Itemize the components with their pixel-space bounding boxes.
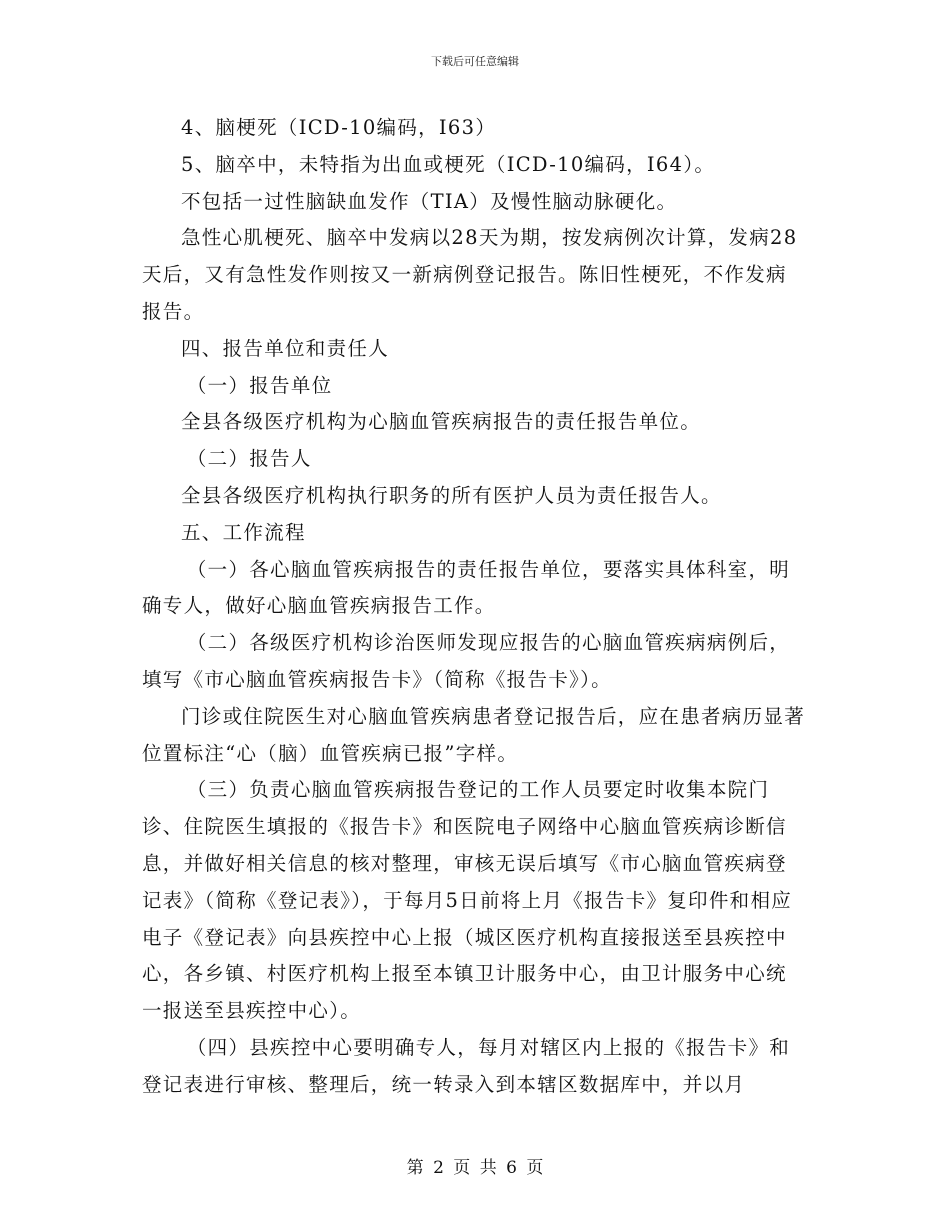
- footer-total-label: 共: [479, 1158, 497, 1178]
- paragraph: 急性心肌梗死、脑卒中发病以28天为期，按发病例次计算，发病28天后，又有急性发作则按又一新病例登记报告。陈旧性梗死，不作发病报告。: [142, 226, 798, 323]
- paragraph: 全县各级医疗机构为心脑血管疾病报告的责任报告单位。: [181, 410, 702, 434]
- paragraph: （三）负责心脑血管疾病报告登记的工作人员要定时收集本院门诊、住院医生填报的《报告卡》和医院电子网络中心脑血管疾病诊断信息，并做好相关信息的核对整理，审核无误后填写《市心脑血管疾病登记表》（简称《登记表》），于每月5日前将上月《报告卡》复印件和相应电子《登记表》向县疾控中心上报（城区医疗机构直接报送至县疾控中心，各乡镇、村医疗机构上报至本镇卫计服务中心，由卫计服务中心统一报送至县疾控中心）。: [142, 778, 793, 1023]
- paragraph: 全县各级医疗机构执行职务的所有医护人员为责任报告人。: [181, 483, 722, 507]
- paragraph: 5、脑卒中，未特指为出血或梗死（ICD-10编码，I64）。: [181, 152, 716, 176]
- paragraph: （二）各级医疗机构诊治医师发现应报告的心脑血管疾病病例后，填写《市心脑血管疾病报告卡》（简称《报告卡》）。: [142, 631, 791, 691]
- section-heading: 五、工作流程: [181, 520, 306, 544]
- page-footer: [0, 1153, 950, 1178]
- current-page-number: 2: [433, 1158, 444, 1178]
- paragraph: 不包括一过性脑缺血发作（TIA）及慢性脑动脉硬化。: [181, 189, 678, 213]
- paragraph: （四）县疾控中心要明确专人，每月对辖区内上报的《报告卡》和登记表进行审核、整理后，统一转录入到本辖区数据库中，并以月: [142, 1035, 791, 1096]
- total-pages-number: 6: [506, 1158, 517, 1178]
- paragraph: （一）各心脑血管疾病报告的责任报告单位，要落实具体科室，明确专人，做好心脑血管疾病报告工作。: [142, 557, 791, 618]
- footer-prefix: 第: [406, 1158, 424, 1178]
- subsection-heading: （一）报告单位: [186, 373, 333, 397]
- page-header: 下载后可任意编辑: [431, 55, 519, 68]
- subsection-heading: （二）报告人: [186, 447, 312, 471]
- paragraph: 门诊或住院医生对心脑血管疾病患者登记报告后，应在患者病历显著位置标注“心（脑）血管疾病已报”字样。: [142, 704, 806, 765]
- paragraph: 4、脑梗死（ICD-10编码，I63）: [181, 116, 497, 139]
- document-body: [142, 110, 807, 1104]
- footer-suffix: 页: [526, 1158, 544, 1178]
- section-heading: 四、报告单位和责任人: [181, 336, 390, 360]
- footer-page-label: 页: [453, 1158, 471, 1178]
